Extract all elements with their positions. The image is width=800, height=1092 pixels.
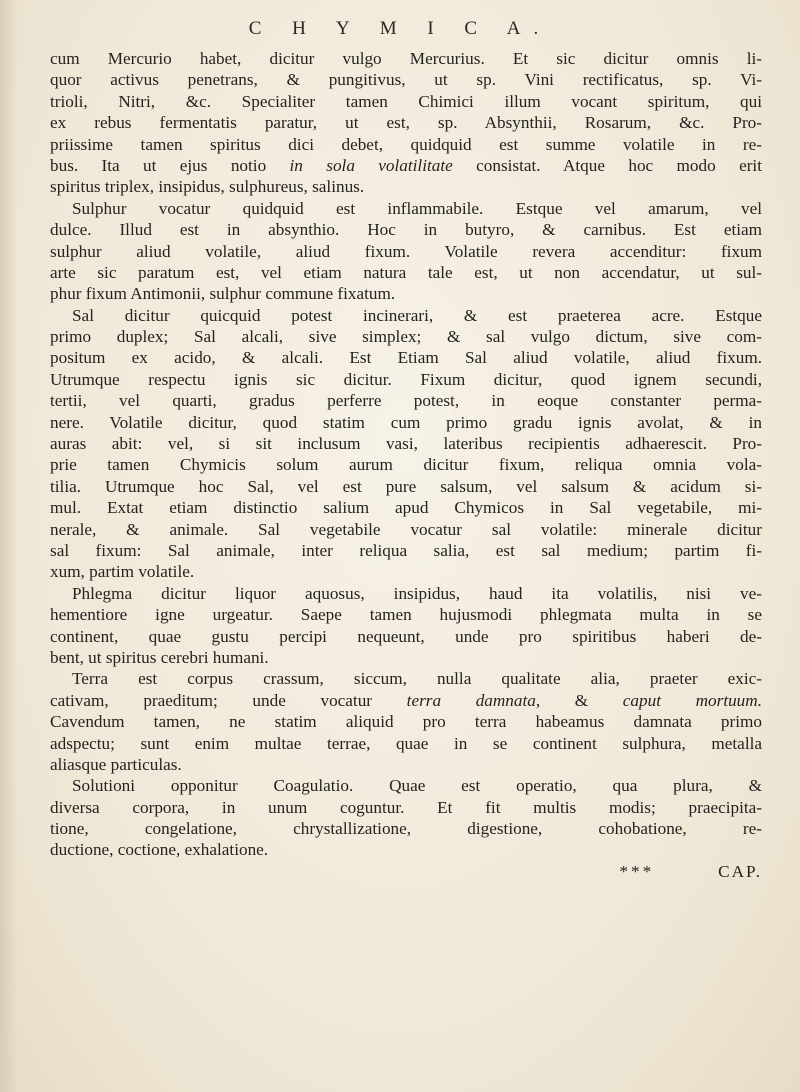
text-line: Sal dicitur quicquid potest incinerari, & est praeterea acre. Estque <box>72 305 762 325</box>
text-line: prie tamen Chymicis solum aurum dicitur fixum, reliqua omnia vola- <box>50 455 762 475</box>
text-line: tione, congelatione, chrystallizatione, digestione, cohobatione, re- <box>50 819 762 839</box>
text-line: Terra est corpus crassum, siccum, nulla qualitate alia, praeter exic- <box>72 669 762 689</box>
italic-phrase: terra damnata <box>406 690 536 710</box>
text-line: mul. Extat etiam distinctio salium apud Chymicos in Sal vegetabile, mi- <box>50 498 762 518</box>
text-line: Solutioni opponitur Coagulatio. Quae est operatio, qua plura, & <box>72 776 762 796</box>
italic-phrase: caput mortuum. <box>622 690 762 710</box>
text-line: Phlegma dicitur liquor aquosus, insipidus, haud ita volatilis, nisi ve- <box>72 583 762 603</box>
text-line: Sulphur vocatur quidquid est inflammabile. Estque vel amarum, vel <box>72 198 762 218</box>
text-line: nere. Volatile dicitur, quod statim cum primo gradu ignis avolat, & in <box>50 412 762 432</box>
text-line: aliasque particulas. <box>50 754 182 774</box>
body-text <box>50 48 762 882</box>
text-line: adspectu; sunt enim multae terrae, quae in se continent sulphura, metalla <box>50 733 762 753</box>
asterism-ornament: *** <box>619 861 655 881</box>
text-line: tilia. Utrumque hoc Sal, vel est pure salsum, vel salsum & acidum si- <box>50 476 762 496</box>
text-line: sal fixum: Sal animale, inter reliqua salia, est sal medium; partim fi- <box>50 540 762 560</box>
text-line: sulphur aliud volatile, aliud fixum. Volatile revera accenditur: fixum <box>50 241 762 261</box>
text-line: bent, ut spiritus cerebri humani. <box>50 647 269 667</box>
gutter-shadow <box>0 0 18 1092</box>
text-line: cativam, praeditum; unde vocatur terra damnata, & caput mortuum. <box>50 690 762 710</box>
catchword: CAP. <box>718 861 762 881</box>
text-line: dulce. Illud est in absynthio. Hoc in butyro, & carnibus. Est etiam <box>50 220 762 240</box>
text-line: ductione, coctione, exhalatione. <box>50 840 269 860</box>
text-line: positum ex acido, & alcali. Est Etiam Sal aliud volatile, aliud fixum. <box>50 348 762 368</box>
text-line: auras abit: vel, si sit inclusum vasi, lateribus recipientis adhaerescit. Pro- <box>50 434 762 454</box>
page-footer-line <box>50 861 762 882</box>
text-line: quor activus penetrans, & pungitivus, ut sp. Vini rectificatus, sp. Vi- <box>50 70 762 90</box>
text-line: diversa corpora, in unum coguntur. Et fit multis modis; praecipita- <box>50 797 762 817</box>
text-line: spiritus triplex, insipidus, sulphureus, salinus. <box>50 177 365 197</box>
text-line: arte sic paratum est, vel etiam natura tale est, ut non accendatur, ut sul- <box>50 262 762 282</box>
text-line: hementiore igne urgeatur. Saepe tamen hujusmodi phlegmata multa in se <box>50 605 762 625</box>
text-line: nerale, & animale. Sal vegetabile vocatur sal volatile: minerale dicitur <box>50 519 762 539</box>
text-line: priissime tamen spiritus dici debet, quidquid est summe volatile in re- <box>50 134 762 154</box>
text-line: phur fixum Antimonii, sulphur commune fixatum. <box>50 284 396 304</box>
text-line: tertii, vel quarti, gradus perferre potest, in eoque constanter perma- <box>50 391 762 411</box>
running-head: C H Y M I C A. <box>248 18 552 39</box>
text-line: xum, partim volatile. <box>50 562 195 582</box>
text-line: Cavendum tamen, ne statim aliquid pro terra habeamus damnata primo <box>50 712 762 732</box>
text-line: ex rebus fermentatis paratur, ut est, sp. Absynthii, Rosarum, &c. Pro- <box>50 113 762 133</box>
text-line: cum Mercurio habet, dicitur vulgo Mercurius. Et sic dicitur omnis li- <box>50 49 762 68</box>
text-line: primo duplex; Sal alcali, sive simplex; & sal vulgo dictum, sive com- <box>50 327 762 347</box>
italic-phrase: in sola volatilitate <box>289 155 453 175</box>
text-line: continent, quae gustu percipi nequeunt, unde pro spiritibus haberi de- <box>50 626 762 646</box>
text-line: bus. Ita ut ejus notio in sola volatilitate consistat. Atque hoc modo erit <box>50 155 762 175</box>
text-line: Utrumque respectu ignis sic dicitur. Fixum dicitur, quod ignem secundi, <box>50 369 762 389</box>
text-line: trioli, Nitri, &c. Specialiter tamen Chimici illum vocant spiritum, qui <box>50 91 762 111</box>
